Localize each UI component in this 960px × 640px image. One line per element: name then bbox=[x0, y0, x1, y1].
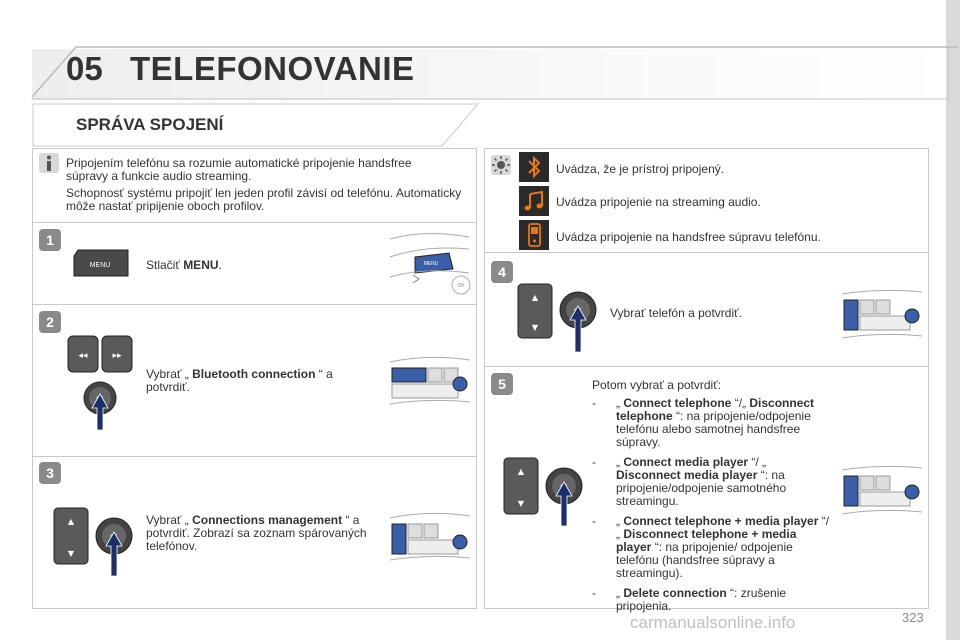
dashboard-illustration bbox=[388, 352, 472, 412]
menu-button-label: MENU bbox=[89, 262, 111, 269]
status-text-music: Uvádza pripojenie na streaming audio. bbox=[556, 195, 761, 209]
step-3-text: Vybrať „ Connections management “ a potvrdiť. Zobrazí sa zoznam spárovaných telefónov. bbox=[146, 513, 367, 553]
chapter-title: TELEFONOVANIE bbox=[130, 50, 415, 87]
dashboard-illustration bbox=[840, 286, 924, 346]
watermark: carmanualsonline.info bbox=[630, 613, 796, 632]
music-note-icon bbox=[519, 186, 549, 216]
down-arrow-icon: ▼ bbox=[517, 499, 525, 508]
bluetooth-icon bbox=[519, 152, 549, 182]
step-1-text: Stlačiť MENU. bbox=[146, 258, 222, 272]
up-down-ok-illustration bbox=[502, 456, 592, 528]
list-item: - „ Delete connection “: zrušenie pripojenia. bbox=[592, 586, 787, 613]
info-icon bbox=[38, 152, 60, 174]
step-4-text: Vybrať telefón a potvrdiť. bbox=[610, 306, 742, 320]
page-number: 323 bbox=[902, 610, 924, 625]
step-number: 5 bbox=[498, 376, 506, 392]
status-text-bluetooth: Uvádza, že je prístroj pripojený. bbox=[556, 162, 725, 176]
status-text-phone: Uvádza pripojenie na handsfree súpravu telefónu. bbox=[556, 230, 821, 244]
list-item: - „ Connect telephone + media player “/„ Disconnect telephone + media player “: na pripojenie/ odpojenie telefónu (handsfree súpravy a streamingu). bbox=[592, 514, 830, 580]
step-number: 2 bbox=[46, 314, 54, 330]
up-down-ok-illustration bbox=[516, 282, 606, 354]
step-number-badge bbox=[38, 310, 62, 334]
seek-buttons-illustration bbox=[66, 334, 136, 434]
step-number-badge bbox=[38, 461, 62, 485]
up-arrow-icon: ▲ bbox=[67, 517, 75, 526]
step-number: 3 bbox=[46, 465, 54, 481]
down-arrow-icon: ▼ bbox=[531, 323, 539, 332]
step-number: 4 bbox=[498, 264, 506, 280]
list-item: - „ Connect media player “/ „ Disconnect media player “: na pripojenie/odpojenie samotného streamingu. bbox=[592, 455, 787, 508]
info-text-2: Schopnosť systému pripojiť len jeden profil závisí od telefónu. Automaticky môže nastať pripijenie oboch profilov. bbox=[66, 186, 462, 213]
svg-text:OK: OK bbox=[457, 283, 465, 289]
dashboard-illustration bbox=[840, 462, 924, 522]
svg-text:MENU: MENU bbox=[423, 261, 439, 267]
info-text-1: Pripojením telefónu sa rozumie automatické pripojenie handsfree súpravy a funkcie audio streaming. bbox=[66, 156, 412, 183]
phone-icon bbox=[519, 220, 549, 250]
up-down-ok-illustration bbox=[52, 506, 142, 578]
step-number-badge bbox=[490, 372, 514, 396]
step-2-text: Vybrať „ Bluetooth connection “ a potvrdiť. bbox=[146, 367, 333, 394]
tip-icon bbox=[490, 154, 512, 176]
step-number: 1 bbox=[46, 232, 54, 248]
down-arrow-icon: ▼ bbox=[67, 549, 75, 558]
rewind-icon: ◂◂ bbox=[78, 351, 88, 361]
forward-icon: ▸▸ bbox=[112, 351, 122, 361]
step-5-intro: Potom vybrať a potvrdiť: bbox=[592, 378, 722, 392]
dashboard-illustration bbox=[388, 508, 472, 568]
menu-button-icon bbox=[72, 248, 132, 278]
step-number-badge bbox=[38, 228, 62, 252]
up-arrow-icon: ▲ bbox=[531, 293, 539, 302]
dashboard-menu-illustration bbox=[385, 227, 471, 299]
chapter-number: 05 bbox=[66, 50, 103, 87]
up-arrow-icon: ▲ bbox=[517, 467, 525, 476]
list-item: - „ Connect telephone “/„ Disconnect telephone “: na pripojenie/odpojenie telefónu alebo samotnej handsfree súpravy. bbox=[592, 396, 815, 449]
option-list bbox=[592, 397, 832, 620]
step-number-badge bbox=[490, 260, 514, 284]
section-title: SPRÁVA SPOJENÍ bbox=[76, 115, 224, 134]
